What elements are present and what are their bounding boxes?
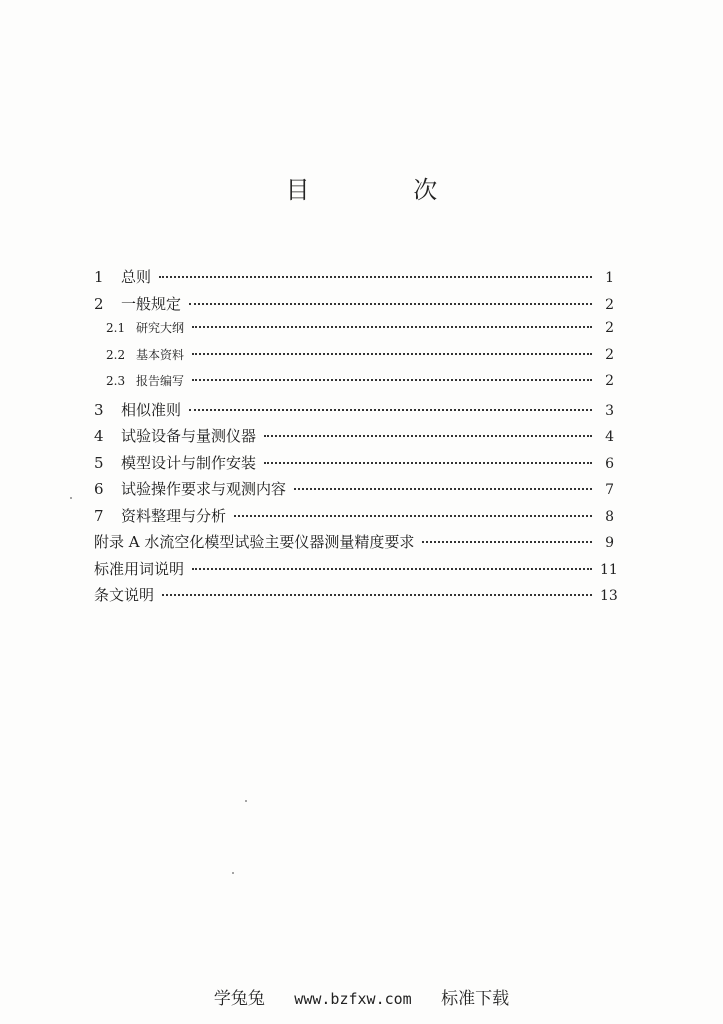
- toc-entry-page: 2: [605, 296, 614, 313]
- toc-leader-dots: [234, 515, 592, 517]
- toc-entry[interactable]: [94, 266, 614, 293]
- toc-entry-label: 基本资料: [136, 347, 185, 362]
- toc-entry-page: 4: [605, 429, 614, 445]
- toc-entry-label: 一般规定: [121, 294, 182, 313]
- toc-entry[interactable]: [94, 478, 614, 505]
- toc-entry-page: 13: [600, 588, 618, 604]
- scan-speck: [232, 872, 234, 874]
- toc-entry-page: 8: [605, 508, 614, 525]
- toc-entry-number: 1: [94, 268, 104, 286]
- toc-entry-label: 试验设备与量测仪器: [121, 427, 257, 445]
- toc-entry-label: 模型设计与制作安装: [121, 453, 257, 472]
- toc-entry-page: 1: [605, 270, 614, 286]
- toc-entry-number: 5: [94, 453, 104, 472]
- toc-entry-page: 2: [605, 320, 614, 336]
- toc-entry-page: 2: [605, 373, 614, 389]
- toc-entry-number: 6: [94, 480, 104, 498]
- toc-entry[interactable]: [94, 505, 614, 532]
- toc-appendix-entry[interactable]: [94, 584, 618, 611]
- toc-subentry[interactable]: [94, 372, 614, 399]
- toc-entry[interactable]: [94, 425, 614, 452]
- toc-entry-page: 9: [605, 535, 614, 551]
- toc-entry-label: 报告编写: [136, 374, 185, 388]
- toc-leader-dots: [189, 303, 592, 305]
- toc-entry-number: 2: [94, 294, 104, 313]
- toc-leader-dots: [192, 568, 592, 570]
- toc-entry-label: 研究大纲: [136, 321, 185, 335]
- toc-leader-dots: [192, 326, 592, 328]
- table-of-contents: [94, 266, 618, 611]
- toc-subentry[interactable]: [94, 319, 614, 346]
- toc-entry-page: 7: [605, 482, 614, 498]
- scan-speck: [70, 497, 72, 499]
- toc-entry[interactable]: [94, 399, 614, 426]
- toc-leader-dots: [192, 353, 592, 355]
- toc-subentry[interactable]: [94, 346, 614, 373]
- toc-entry-page: 2: [605, 346, 614, 363]
- toc-entry-label: 附录 A 水流空化模型试验主要仪器测量精度要求: [94, 533, 415, 551]
- toc-appendix-entry[interactable]: [94, 531, 614, 558]
- footer-watermark-right: 标准下载: [441, 989, 510, 1009]
- toc-entry-number: 2.1: [106, 321, 126, 335]
- toc-entry[interactable]: [94, 452, 614, 479]
- toc-entry-page: 6: [605, 455, 614, 472]
- toc-entry-label: 相似准则: [121, 400, 182, 419]
- toc-entry-label: 试验操作要求与观测内容: [121, 480, 287, 498]
- page-footer: [0, 984, 723, 1009]
- footer-watermark-left: 学兔兔: [213, 989, 265, 1009]
- toc-entry-page: 11: [600, 561, 618, 578]
- toc-leader-dots: [192, 379, 592, 381]
- toc-entry-label: 标准用词说明: [94, 559, 185, 578]
- toc-leader-dots: [159, 276, 592, 278]
- toc-entry-number: 2.2: [106, 347, 126, 362]
- footer-url[interactable]: www.bzfxw.com: [294, 990, 412, 1008]
- toc-entry-number: 4: [94, 427, 104, 445]
- page-title: 目 次: [285, 176, 486, 204]
- toc-entry-label: 总则: [121, 268, 152, 286]
- toc-leader-dots: [189, 409, 592, 411]
- toc-entry-number: 3: [94, 400, 104, 419]
- toc-entry[interactable]: [94, 293, 614, 320]
- toc-entry-label: 条文说明: [94, 586, 155, 604]
- toc-entry-page: 3: [605, 402, 614, 419]
- toc-entry-label: 资料整理与分析: [121, 506, 227, 525]
- toc-leader-dots: [264, 435, 592, 437]
- toc-leader-dots: [422, 541, 592, 543]
- toc-entry-number: 7: [94, 506, 104, 525]
- toc-entry-number: 2.3: [106, 374, 126, 388]
- scan-speck: [245, 800, 247, 802]
- toc-leader-dots: [264, 462, 592, 464]
- toc-leader-dots: [162, 594, 592, 596]
- toc-appendix-entry[interactable]: [94, 558, 618, 585]
- toc-leader-dots: [294, 488, 592, 490]
